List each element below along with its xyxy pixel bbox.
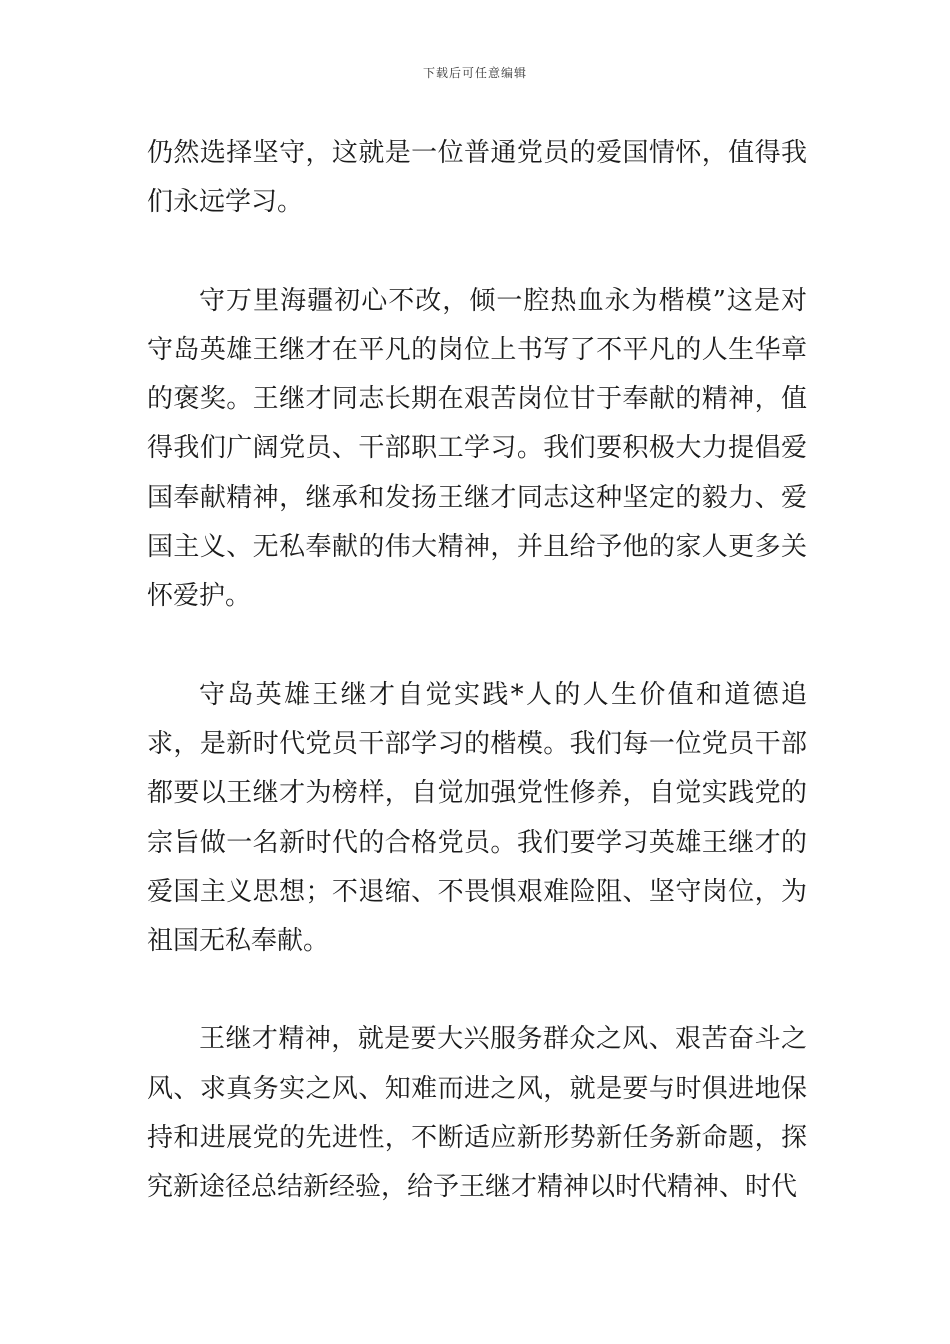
paragraph-3: 守岛英雄王继才自觉实践*人的人生价值和道德追求，是新时代党员干部学习的楷模。我们每一位党员干部都要以王继才为榜样，自觉加强党性修养，自觉实践党的宗旨做一名新时代的合格党员。我们要学习英雄王继才的爱国主义思想；不退缩、不畏惧艰难险阻、坚守岗位，为祖国无私奉献。	[147, 679, 807, 957]
paragraph-2: 守万里海疆初心不改，倾一腔热血永为楷模”这是对守岛英雄王继才在平凡的岗位上书写了不平凡的人生华章的褒奖。王继才同志长期在艰苦岗位甘于奉献的精神，值得我们广阔党员、干部职工学习。我们要积极大力提倡爱国奉献精神，继承和发扬王继才同志这种坚定的毅力、爱国主义、无私奉献的伟大精神，并且给予他的家人更多关怀爱护。	[147, 285, 807, 612]
paragraph-1: 仍然选择坚守，这就是一位普通党员的爱国情怀，值得我们永远学习。	[147, 138, 807, 218]
document-body	[147, 129, 807, 1213]
page-header: 下载后可任意编辑	[422, 66, 527, 80]
paragraph-4: 王继才精神，就是要大兴服务群众之风、艰苦奋斗之风、求真务实之风、知难而进之风，就是要与时俱进地保持和进展党的先进性，不断适应新形势新任务新命题，探究新途径总结新经验，给予王继才精神以时代精神、时代	[147, 1024, 807, 1203]
